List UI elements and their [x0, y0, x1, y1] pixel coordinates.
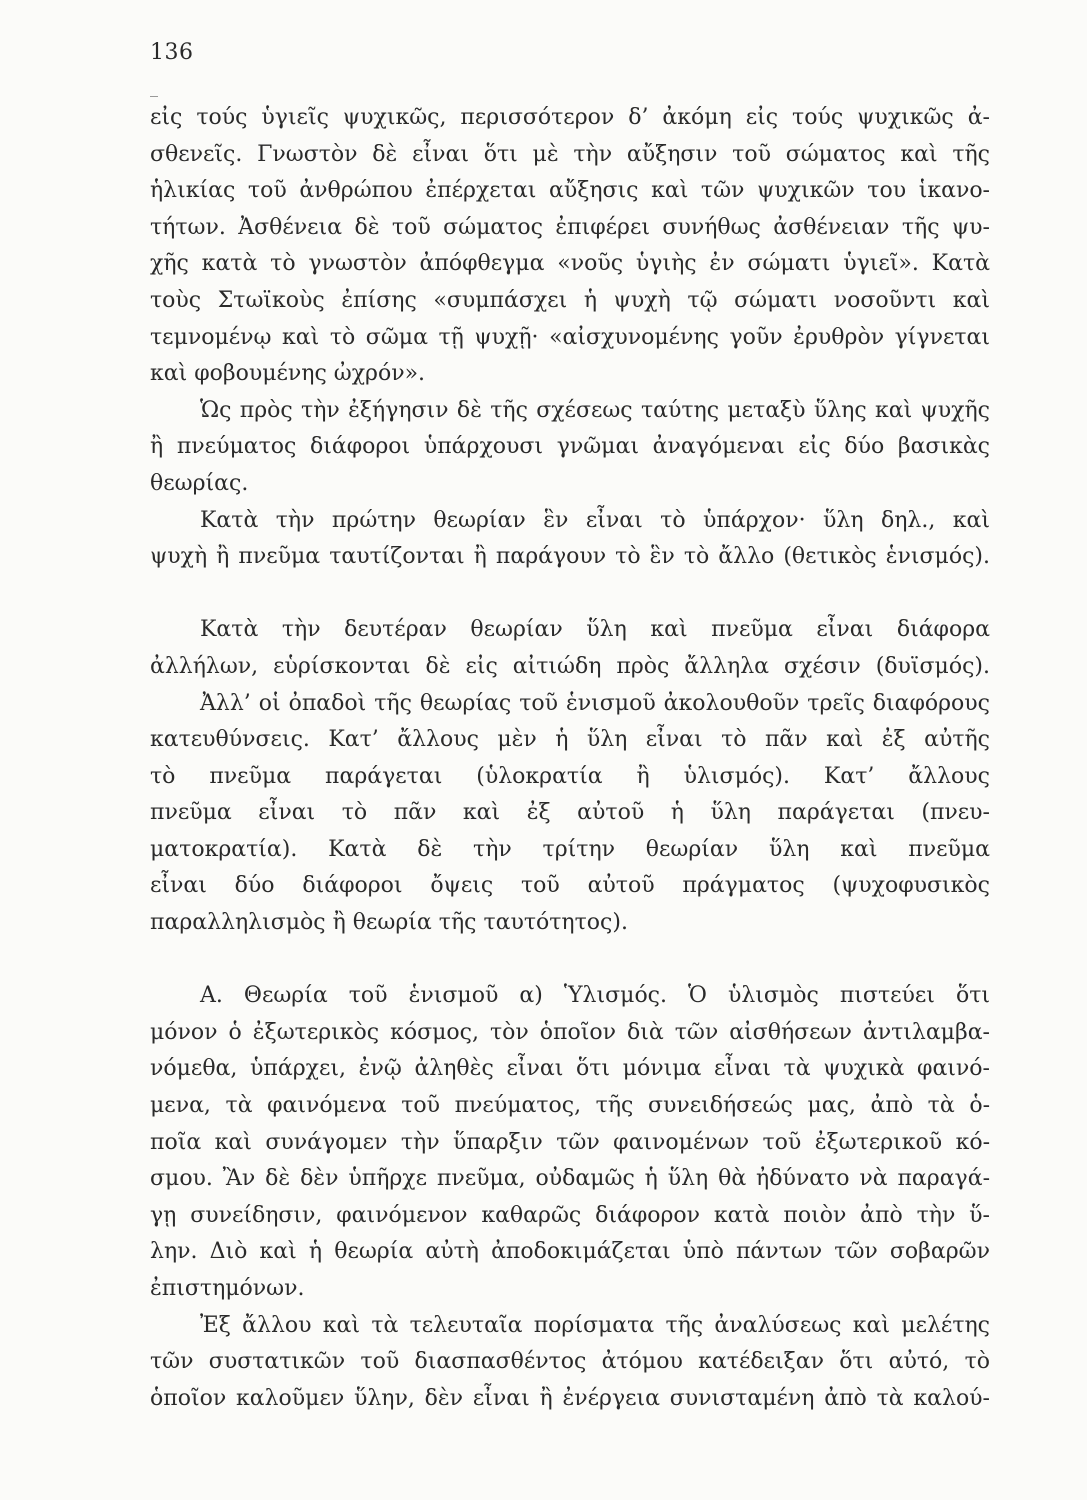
- text-line: τὸ πνεῦμα παράγεται (ὑλοκρατία ἢ ὑλισμός). Κατ’ ἄλλους: [150, 763, 990, 789]
- text-line: κατευθύνσεις. Κατ’ ἄλλους μὲν ἡ ὕλη εἶναι τὸ πᾶν καὶ ἐξ αὐτῆς: [150, 727, 990, 753]
- text-line: μενα, τὰ φαινόμενα τοῦ πνεύματος, τῆς συνειδήσεώς μας, ἀπὸ τὰ ὁ-: [150, 1093, 990, 1119]
- text-line: ἢ πνεύματος διάφοροι ὑπάρχουσι γνῶμαι ἀναγόμεναι εἰς δύο βασικὰς: [150, 434, 990, 460]
- text-line: παραλληλισμὸς ἢ θεωρία τῆς ταυτότητος).: [150, 910, 628, 936]
- body-text: [150, 100, 990, 1417]
- text-line: Ἀλλ’ οἱ ὀπαδοὶ τῆς θεωρίας τοῦ ἑνισμοῦ ἀκολουθοῦν τρεῖς διαφόρους: [200, 690, 990, 716]
- text-line: ἡλικίας τοῦ ἀνθρώπου ἐπέρχεται αὔξησις καὶ τῶν ψυχικῶν του ἱκανο-: [150, 178, 990, 204]
- text-line: ματοκρατία). Κατὰ δὲ τὴν τρίτην θεωρίαν ὕλη καὶ πνεῦμα: [150, 836, 990, 862]
- text-line: εἶναι δύο διάφοροι ὄψεις τοῦ αὐτοῦ πράγματος (ψυχοφυσικὸς: [150, 873, 990, 899]
- text-line: θεωρίας.: [150, 470, 249, 496]
- text-line: ἀλλήλων, εὑρίσκονται δὲ εἰς αἰτιώδη πρὸς ἄλληλα σχέσιν (δυϊσμός).: [150, 653, 990, 679]
- text-line: νόμεθα, ὑπάρχει, ἐνῷ ἀληθὲς εἶναι ὅτι μόνιμα εἶναι τὰ ψυχικὰ φαινό-: [150, 1056, 990, 1082]
- text-line: καὶ φοβουμένης ὠχρόν».: [150, 361, 426, 387]
- text-line: ὁποῖον καλοῦμεν ὕλην, δὲν εἶναι ἢ ἐνέργεια συνισταμένη ἀπὸ τὰ καλού-: [150, 1385, 990, 1411]
- text-line: πνεῦμα εἶναι τὸ πᾶν καὶ ἐξ αὐτοῦ ἡ ὕλη παράγεται (πνευ-: [150, 800, 990, 826]
- text-line: Ἐξ ἄλλου καὶ τὰ τελευταῖα πορίσματα τῆς ἀναλύσεως καὶ μελέτης: [200, 1312, 990, 1338]
- text-line: Κατὰ τὴν πρώτην θεωρίαν ἓν εἶναι τὸ ὑπάρχον· ὕλη δηλ., καὶ: [200, 507, 990, 533]
- text-line: Ὡς πρὸς τὴν ἐξήγησιν δὲ τῆς σχέσεως ταύτης μεταξὺ ὕλης καὶ ψυχῆς: [200, 397, 990, 423]
- text-line: σμου. Ἂν δὲ δὲν ὑπῆρχε πνεῦμα, οὐδαμῶς ἡ ὕλη θὰ ἠδύνατο νὰ παραγά-: [150, 1166, 990, 1192]
- text-line: μόνον ὁ ἐξωτερικὸς κόσμος, τὸν ὁποῖον διὰ τῶν αἰσθήσεων ἀντιλαμβα-: [150, 1019, 990, 1045]
- text-line: τήτων. Ἀσθένεια δὲ τοῦ σώματος ἐπιφέρει συνήθως ἀσθένειαν τῆς ψυ-: [150, 214, 990, 240]
- text-line: [150, 576, 990, 613]
- paragraph-gap: [150, 942, 990, 979]
- text-line: σθενεῖς. Γνωστὸν δὲ εἶναι ὅτι μὲ τὴν αὔξησιν τοῦ σώματος καὶ τῆς: [150, 141, 990, 167]
- text-line: ποῖα καὶ συνάγομεν τὴν ὕπαρξιν τῶν φαινομένων τοῦ ἐξωτερικοῦ κό-: [150, 1129, 990, 1155]
- text-line: Α. Θεωρία τοῦ ἑνισμοῦ α) Ὑλισμός. Ὁ ὑλισμὸς πιστεύει ὅτι: [200, 983, 990, 1009]
- text-line: Κατὰ τὴν δευτέραν θεωρίαν ὕλη καὶ πνεῦμα εἶναι διάφορα: [200, 617, 990, 643]
- text-line: τῶν συστατικῶν τοῦ διασπασθέντος ἀτόμου κατέδειξαν ὅτι αὐτό, τὸ: [150, 1349, 990, 1375]
- text-line: ψυχὴ ἢ πνεῦμα ταυτίζονται ἢ παράγουν τὸ ἓν τὸ ἄλλο (θετικὸς ἑνισμός).: [150, 544, 990, 570]
- text-line: ἐπιστημόνων.: [150, 1276, 305, 1301]
- page-mark: [150, 96, 158, 97]
- text-line: λην. Διὸ καὶ ἡ θεωρία αὐτὴ ἀποδοκιμάζεται ὑπὸ πάντων τῶν σοβαρῶν: [150, 1239, 990, 1265]
- text-line: τοὺς Στωϊκοὺς ἐπίσης «συμπάσχει ἡ ψυχὴ τῷ σώματι νοσοῦντι καὶ: [150, 287, 990, 313]
- text-line: τεμνομένῳ καὶ τὸ σῶμα τῇ ψυχῇ· «αἰσχυνομένης γοῦν ἐρυθρὸν γίγνεται: [150, 324, 990, 350]
- text-line: εἰς τούς ὑγιεῖς ψυχικῶς, περισσότερον δ’ ἀκόμη εἰς τούς ψυχικῶς ἀ-: [150, 105, 990, 130]
- text-line: γῃ συνείδησιν, φαινόμενον καθαρῶς διάφορον κατὰ ποιὸν ἀπὸ τὴν ὕ-: [150, 1202, 990, 1228]
- page-number: 136: [150, 40, 194, 65]
- text-line: χῆς κατὰ τὸ γνωστὸν ἀπόφθεγμα «νοῦς ὑγιὴς ἐν σώματι ὑγιεῖ». Κατὰ: [150, 251, 990, 277]
